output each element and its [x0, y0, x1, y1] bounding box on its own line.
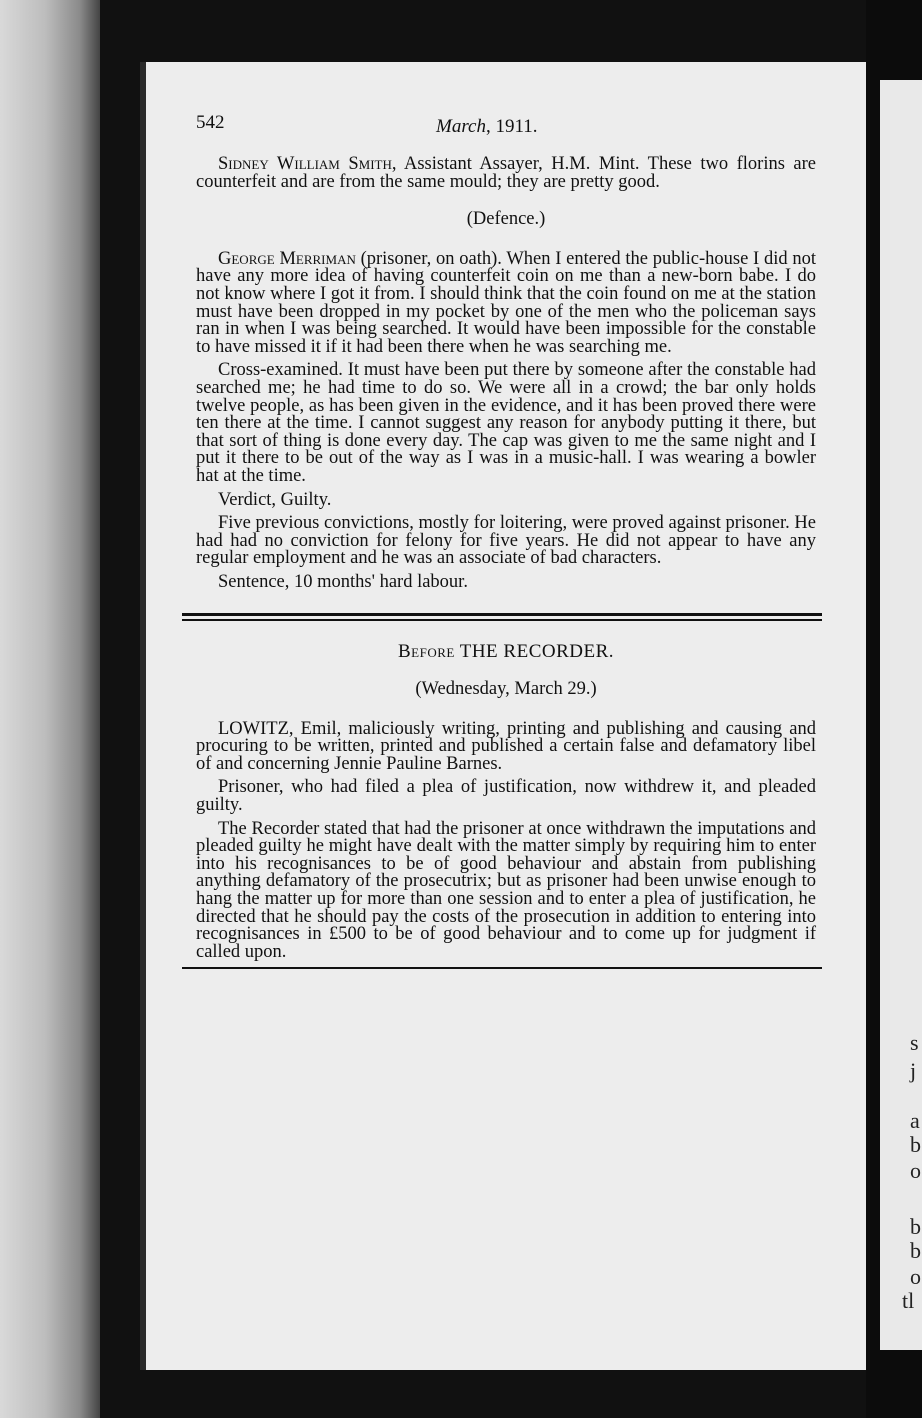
plea-note: Prisoner, who had filed a plea of justification, now withdrew it, and pleaded guilty.: [196, 777, 816, 816]
facing-fragment: a: [910, 1108, 920, 1133]
facing-fragment: tl: [902, 1288, 915, 1313]
running-title-year: , 1911.: [485, 116, 538, 137]
running-title-month: March: [436, 116, 486, 137]
witness-text: , Assistant Assayer, H.M. Mint. These two florins are counterfeit and are from the same mould; they are pretty good.: [196, 154, 816, 192]
section-heading: [196, 643, 816, 661]
recorder-statement: The Recorder stated that had the prisoner at once withdrawn the imputations and pleaded guilty he might have dealt with the matter simply by requiring him to enter into his recognisances to be of good behaviour and abstain from publishing anything defamatory of the prosecutrix; but as prisoner had been unwise enough to hang the matter up for more than one session and to enter a plea of justification, he directed that he should pay the costs of the prosecution in addition to entering into recognisances in £500 to be of good behaviour and to come up for judgment if called upon.: [196, 818, 816, 962]
page-content: [196, 114, 816, 969]
facing-fragment: o: [910, 1264, 921, 1289]
scanner-margin: [0, 0, 100, 1418]
page-number: 542: [196, 112, 225, 133]
witness-statement: [196, 156, 816, 191]
section-divider: [182, 613, 822, 621]
facing-fragment: b: [910, 1132, 921, 1157]
previous-convictions: Five previous convictions, mostly for loitering, were proved against prisoner. He had had no conviction for felony for five years. He did not appear to have any regular employment and he was an associate of bad characters.: [196, 513, 816, 569]
facing-fragment: o: [910, 1158, 921, 1183]
sentence: Sentence, 10 months' hard labour.: [218, 571, 468, 592]
prisoner-text: (prisoner, on oath). When I entered the public-house I did not have any more idea of having counterfeit coin on me than a new-born babe. I do not know where I got it from. I should think that the coin found on me at the station must have been dropped in my pocket by one of the men who the policeman says ran in when I was being searched. It would have been impossible for the constable to have missed it if it had been there when he was searching me.: [196, 248, 816, 357]
session-date: (Wednesday, March 29.): [415, 679, 597, 700]
verdict: Verdict, Guilty.: [218, 489, 332, 510]
section-heading-prefix: Before: [397, 641, 455, 663]
prisoner-name: George Merriman: [218, 248, 356, 269]
running-title: [436, 118, 538, 136]
book-page: [140, 62, 866, 1370]
prisoner-statement: [196, 248, 816, 357]
defence-heading: (Defence.): [466, 209, 546, 230]
witness-name: Sidney William Smith: [218, 154, 392, 174]
facing-page-edge: [880, 80, 922, 1350]
facing-fragment: b: [910, 1238, 921, 1263]
end-rule: [182, 967, 822, 969]
facing-fragment: j: [910, 1058, 917, 1083]
running-header: [196, 114, 816, 144]
facing-fragment: s: [910, 1030, 919, 1055]
cross-examination: Cross-examined. It must have been put there by someone after the constable had searched me; he had time to do so. We were all in a crowd; the bar only holds twelve people, as has been given in the evidence, and it has been proved there were ten there at the time. I cannot suggest any reason for anybody putting it there, but that sort of thing is done every day. The cap was given to me the same night and I put it there to be out of the way as I was in a music-hall. I was wearing a bowler hat at the time.: [196, 360, 816, 486]
facing-fragment: b: [910, 1214, 921, 1239]
case-charge: LOWITZ, Emil, maliciously writing, printing and publishing and causing and procuring to be written, printed and published a certain false and defamatory libel of and concerning Jennie Pauline Barnes.: [196, 718, 816, 774]
section-heading-main: THE RECORDER.: [454, 641, 615, 663]
